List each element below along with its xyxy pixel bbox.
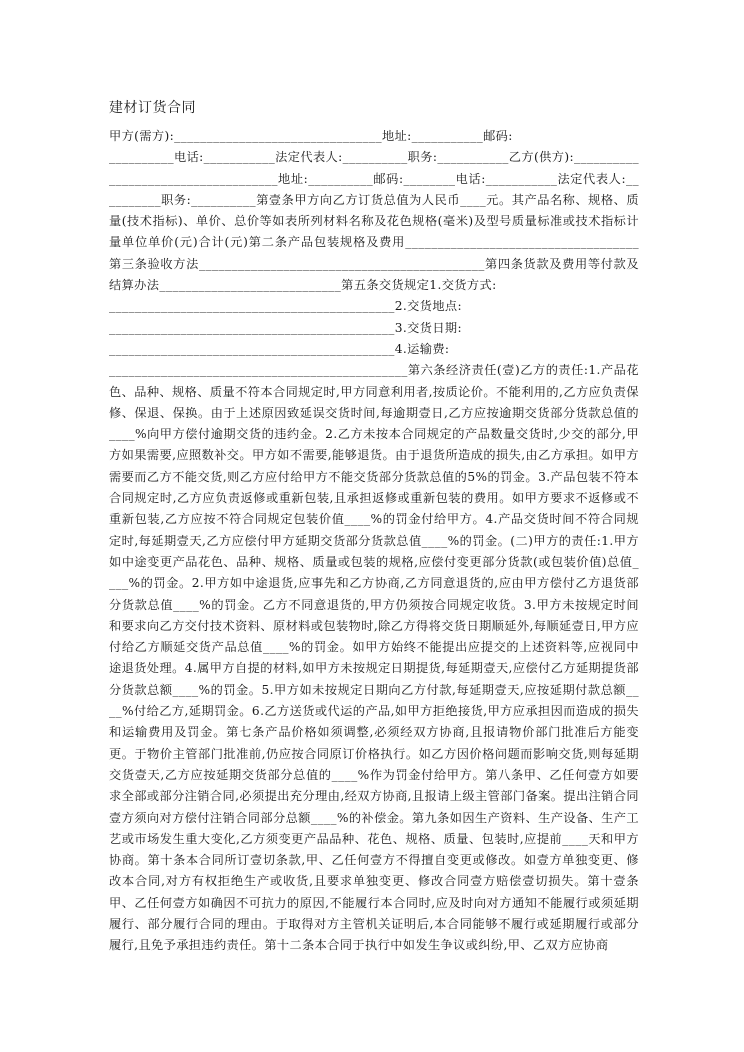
paragraph-delivery-date: ____________________________________________3.交货日期:: [109, 320, 463, 335]
document-title: 建材订货合同: [109, 100, 196, 116]
paragraph-contract-terms: __________电话:___________法定代表人:__________职务:___________乙方(供方):____________________________________地址:__________邮码:________电话:___________法定代表人:__________职务:__________第壹条甲方向乙方订货总值为人民币____元。其产品名称、规格、质量(技术指标)、单价、总价等如表所列材料名称及花色规格(毫米)及型号质量标准或技术指标计量单位单价(元)合计(元)第二条产品包装规格及费用____________________________________第三条验收方法____________________________________________第四条货款及费用等付款及结算办法____________________________第五条交货规定1.交货方式:: [109, 150, 639, 293]
paragraph-transport-fee: ____________________________________________4.运输费:: [109, 341, 450, 356]
paragraph-delivery-location: ____________________________________________2.交货地点:: [109, 299, 463, 314]
document-body: [109, 126, 639, 957]
paragraph-liability: ______________________________________________第六条经济责任(壹)乙方的责任:1.产品花色、品种、规格、质量不符本合同规定时,甲方同意利用者,按质论价。不能利用的,乙方应负责保修、保退、保换。由于上述原因致延误交货时间,每逾期壹日,乙方应按逾期交货部分货款总值的____%向甲方偿付逾期交货的违约金。2.乙方未按本合同规定的产品数量交货时,少交的部分,甲方如果需要,应照数补交。甲方如不需要,能够退货。由于退货所造成的损失,由乙方承担。如甲方需要而乙方不能交货,则乙方应付给甲方不能交货部分货款总值的5%的罚金。3.产品包装不符本合同规定时,乙方应负责返修或重新包装,且承担返修或重新包装的费用。如甲方要求不返修或不重新包装,乙方应按不符合同规定包装价值____%的罚金付给甲方。4.产品交货时间不符合同规定时,每延期壹天,乙方应偿付甲方延期交货部分货款总值____%的罚金。(二)甲方的责任:1.甲方如中途变更产品花色、品种、规格、质量或包装的规格,应偿付变更部分货款(或包装价值)总值____%的罚金。2.甲方如中途退货,应事先和乙方协商,乙方同意退货的,应由甲方偿付乙方退货部分货款总值____%的罚金。乙方不同意退货的,甲方仍须按合同规定收货。3.甲方未按规定时间和要求向乙方交付技术资料、原材料或包装物时,除乙方得将交货日期顺延外,每顺延壹日,甲方应付给乙方顺延交货产品总值____%的罚金。如甲方始终不能提出应提交的上述资料等,应视同中途退货处理。4.属甲方自提的材料,如甲方未按规定日期提货,每延期壹天,应偿付乙方延期提货部分货款总额____%的罚金。5.甲方如未按规定日期向乙方付款,每延期壹天,应按延期付款总额____%付给乙方,延期罚金。6.乙方送货或代运的产品,如甲方拒绝接货,甲方应承担因而造成的损失和运输费用及罚金。第七条产品价格如须调整,必须经双方协商,且报请物价部门批准后方能变更。于物价主管部门批准前,仍应按合同原订价格执行。如乙方因价格问题而影响交货,则每延期交货壹天,乙方应按延期交货部分总值的____%作为罚金付给甲方。第八条甲、乙任何壹方如要求全部或部分注销合同,必须提出充分理由,经双方协商,且报请上级主管部门备案。提出注销合同壹方须向对方偿付注销合同部分总额____%的补偿金。第九条如因生产资料、生产设备、生产工艺或市场发生重大变化,乙方须变更产品品种、花色、规格、质量、包装时,应提前____天和甲方协商。第十条本合同所订壹切条款,甲、乙任何壹方不得擅自变更或修改。如壹方单独变更、修改本合同,对方有权拒绝生产或收货,且要求单独变更、修改合同壹方赔偿壹切损失。第十壹条甲、乙任何壹方如确因不可抗力的原因,不能履行本合同时,应及时向对方通知不能履行或须延期履行、部分履行合同的理由。于取得对方主管机关证明后,本合同能够不履行或延期履行或部分履行,且免予承担违约责任。第十二条本合同于执行中如发生争议或纠纷,甲、乙双方应协商: [109, 363, 639, 953]
paragraph-party-a: 甲方(需方):________________________________地址:___________邮码:: [109, 129, 513, 143]
